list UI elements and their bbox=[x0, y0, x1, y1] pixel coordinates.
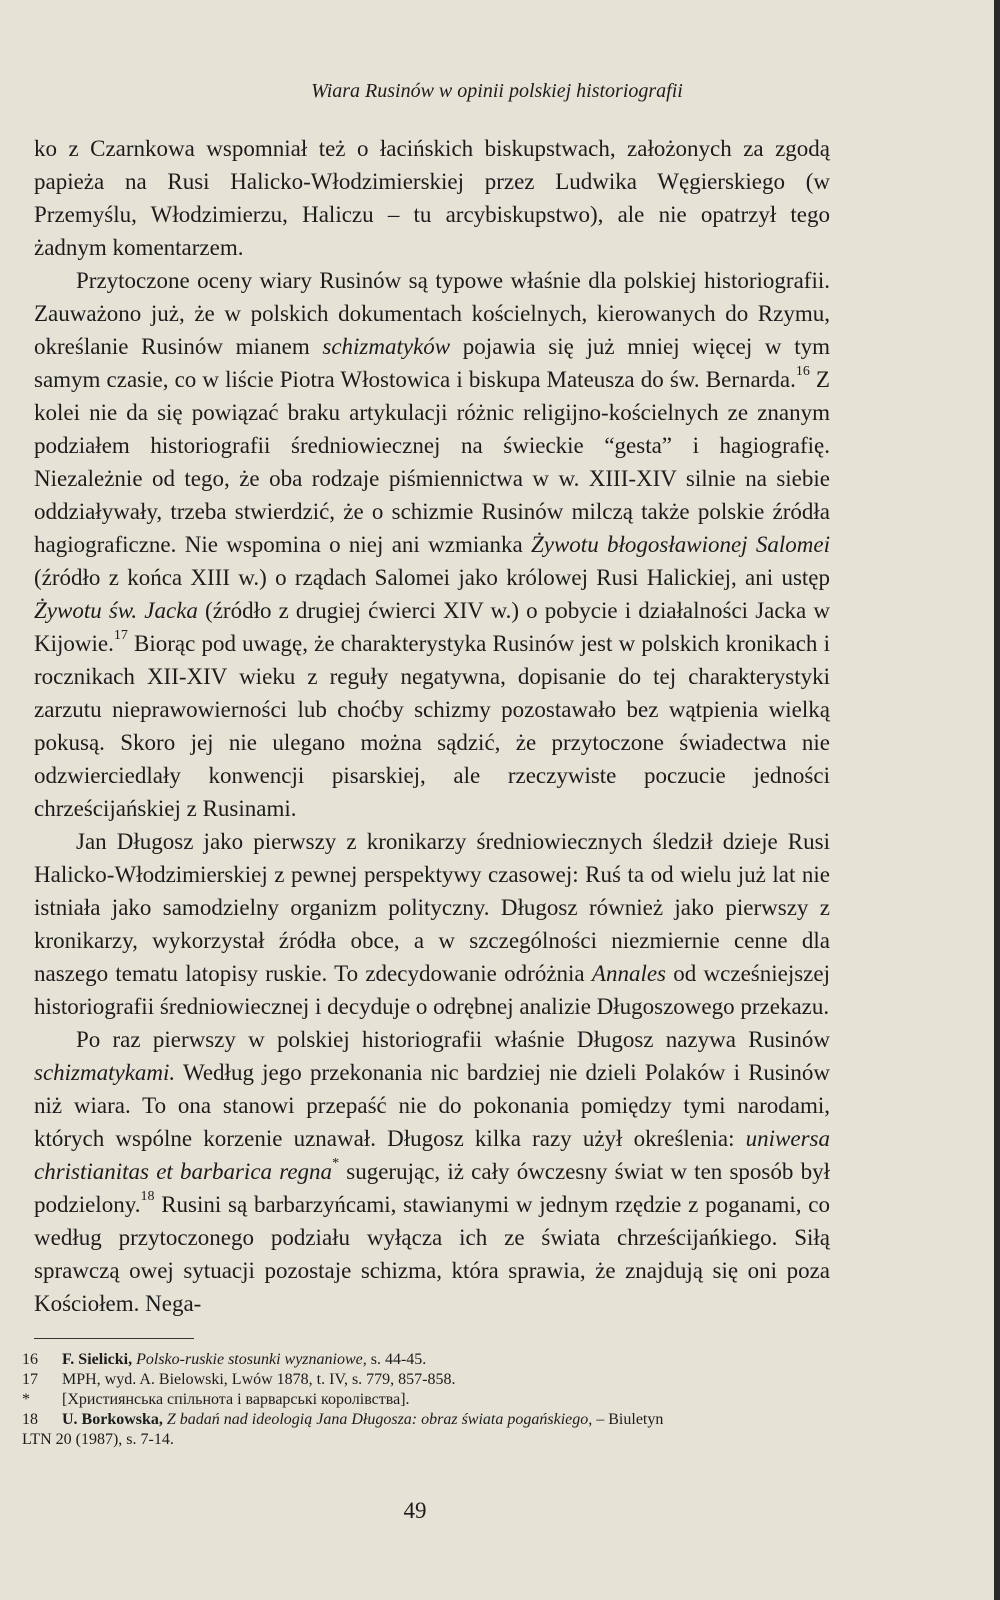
paragraph-4: Po raz pierwszy w polskiej historiografii właśnie Długosz nazywa Rusinów schizmatykami. Według jego przekonania nic bardziej nie dzieli Polaków i Rusinów niż wiara. To ona stanowi przepaść nie do pokonania pomiędzy tymi narodami, których wspólne korzenie uznawał. Długosz kilka razy użył określenia: uniwersa christianitas et barbarica regna* sugerując, iż cały ówczesny świat w ten sposób był podzielony.$^{18}$ Rusini są barbarzyńcami, stawianymi w jednym rzędzie z poganami, co według przytoczonego podziału wyłącza ich ze świata chrześcijańkiego. Siłą sprawczą owej sytuacji pozostaje schizma, która sprawia, że znajdują się oni poza Kościołem. Nega- bbox=[34, 1027, 830, 1316]
footnotes bbox=[22, 1350, 832, 1450]
footnote-16: 16 F. Sielicki, Polsko-ruskie stosunki wyznaniowe, s. 44-45. bbox=[22, 1351, 427, 1368]
footnote-ref-star: * bbox=[332, 1156, 340, 1171]
footnote-18-continuation: LTN 20 (1987), s. 7-14. bbox=[22, 1431, 174, 1448]
footnote-18: 18 U. Borkowska, Z badań nad ideologią Jana Długosza: obraz świata pogańskiego, – Biuletyn bbox=[22, 1411, 664, 1428]
paragraph-2: Przytoczone oceny wiary Rusinów są typowe właśnie dla polskiej historiografii. Zauważono już, że w polskich dokumentach kościelnych, kierowanych do Rzymu, określanie Rusinów mianem schizmatyków pojawia się już mniej więcej w tym samym czasie, co w liście Piotra Włostowica i biskupa Mateusza do św. Bernarda.$^{16}$ Z kolei nie da się powiązać braku artykulacji różnic religijno-kościelnych ze znanym podziałem historiografii średniowiecznej na świeckie “gesta” i hagiografię. Niezależnie od tego, że oba rodzaje piśmiennictwa w w. XIII-XIV silnie na siebie oddziaływały, trzeba stwierdzić, że o schizmie Rusinów milczą także polskie źródła hagiograficzne. Nie wspomina o niej ani wzmianka Żywotu błogosławionej Salomei (źródło z końca XIII w.) o rządach Salomei jako królowej Rusi Halickiej, ani ustęp Żywotu św. Jacka (źródło z drugiej ćwierci XIV w.) o pobycie i działalności Jacka w Kijowie.$^{17}$ Biorąc pod uwagę, że charakterystyka Rusinów jest w polskich kronikach i rocznikach XII-XIV wieku z reguły negatywna, dopisanie do tej charakterystyki zarzutu nieprawowierności lub choćby schizmy pozostawało bez wątpienia wielką pokusą. Skoro jej nie ulegano można sądzić, że przytoczone świadectwa nie odzwierciedlały konwencji pisarskiej, ale rzeczywiste poczucie jedności chrześcijańskiej z Rusinami. bbox=[34, 268, 830, 821]
footnote-17: 17 MPH, wyd. A. Bielowski, Lwów 1878, t. IV, s. 779, 857-858. bbox=[22, 1371, 456, 1388]
page-number: 49 bbox=[403, 1498, 427, 1523]
footnote-star: * [Християнська спільнота і варварські королівства]. bbox=[22, 1391, 410, 1408]
main-text bbox=[34, 132, 830, 1320]
footnote-ref-17: 17 bbox=[113, 628, 128, 643]
footnote-ref-18: 18 bbox=[140, 1189, 155, 1204]
paragraph-3: Jan Długosz jako pierwszy z kronikarzy średniowiecznych śledził dzieje Rusi Halicko-Włodzimierskiej z pewnej perspektywy czasowej: Ruś ta od wielu już lat nie istniała jako samodzielny organizm polityczny. Długosz również jako pierwszy z kronikarzy, wykorzystał źródła obce, a w szczególności niezmiernie cenne dla naszego tematu latopisy ruskie. To zdecydowanie odróżnia Annales od wcześniejszej historiografii średniowiecznej i decyduje o odrębnej analizie Długoszowego przekazu. bbox=[34, 829, 830, 1019]
running-header: Wiara Rusinów w opinii polskiej historiografii bbox=[311, 80, 683, 102]
footnote-ref-16: 16 bbox=[795, 364, 810, 379]
footnote-divider bbox=[34, 1338, 194, 1339]
book-edge-shadow bbox=[994, 0, 1000, 1600]
paragraph-1: ko z Czarnkowa wspomniał też o łacińskich biskupstwach, założonych za zgodą papieża na Rusi Halicko-Włodzimierskiej przez Ludwika Węgierskiego (w Przemyślu, Włodzimierzu, Haliczu – tu arcybiskupstwo), ale nie opatrzył tego żadnym komentarzem. bbox=[34, 136, 830, 260]
